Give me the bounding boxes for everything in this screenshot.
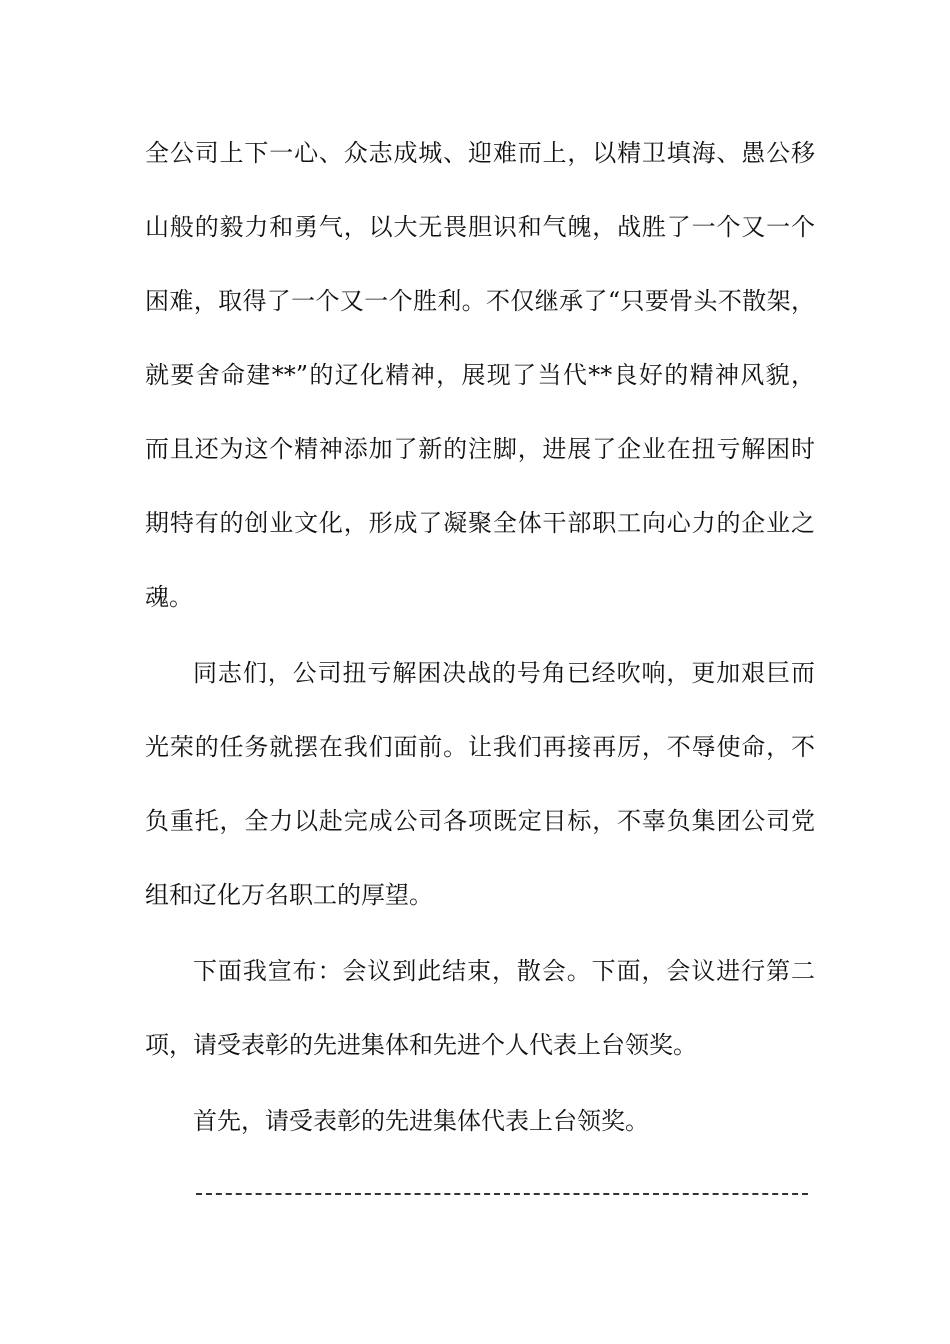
paragraph-1-line-5: 而且还为这个精神添加了新的注脚，进展了企业在扭亏解困时 xyxy=(145,435,815,463)
paragraph-1-line-1: 全公司上下一心、众志成城、迎难而上，以精卫填海、愚公移 xyxy=(145,139,815,167)
paragraph-2-line-2: 光荣的任务就摆在我们面前。让我们再接再厉，不辱使命，不 xyxy=(145,733,815,761)
paragraph-2-line-1: 同志们，公司扭亏解困决战的号角已经吹响，更加艰巨而 xyxy=(193,659,815,687)
paragraph-1-line-7: 魂。 xyxy=(145,583,193,611)
paragraph-2-line-4: 组和辽化万名职工的厚望。 xyxy=(145,881,433,909)
paragraph-1-line-6: 期特有的创业文化，形成了凝聚全体干部职工向心力的企业之 xyxy=(145,509,815,537)
paragraph-3-line-2: 项，请受表彰的先进集体和先进个人代表上台领奖。 xyxy=(145,1031,697,1059)
paragraph-4-line-1: 首先，请受表彰的先进集体代表上台领奖。 xyxy=(193,1107,649,1135)
dashed-separator xyxy=(196,1193,808,1195)
paragraph-1-line-2: 山般的毅力和勇气，以大无畏胆识和气魄，战胜了一个又一个 xyxy=(145,213,815,241)
paragraph-1-line-4: 就要舍命建**”的辽化精神，展现了当代**良好的精神风貌， xyxy=(145,361,815,389)
paragraph-2-line-3: 负重托，全力以赴完成公司各项既定目标，不辜负集团公司党 xyxy=(145,807,815,835)
paragraph-1-line-3: 困难，取得了一个又一个胜利。不仅继承了“只要骨头不散架， xyxy=(145,287,815,315)
paragraph-3-line-1: 下面我宣布：会议到此结束，散会。下面，会议进行第二 xyxy=(193,957,815,985)
